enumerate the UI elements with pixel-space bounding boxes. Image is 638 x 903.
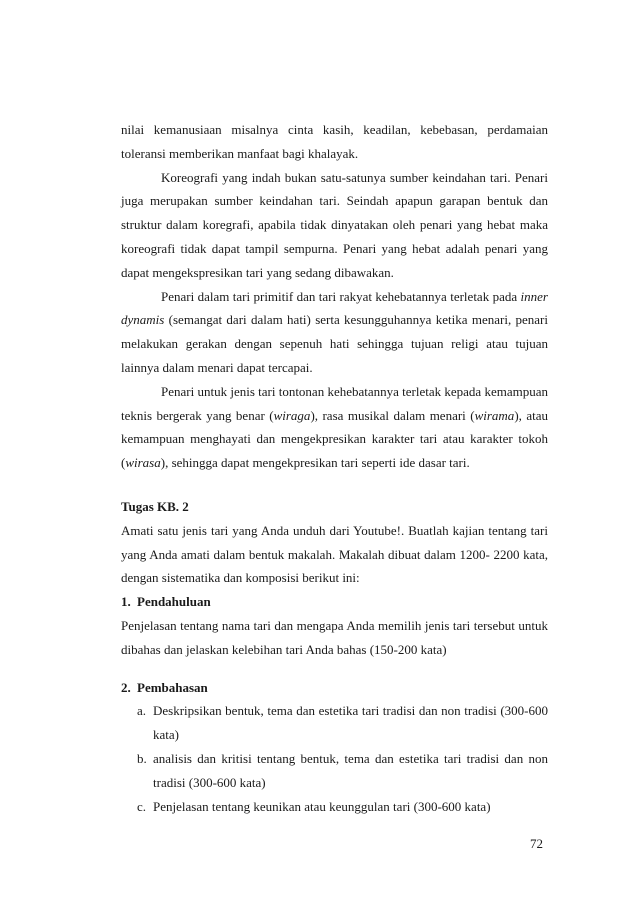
paragraph-penari-primitif	[121, 285, 548, 380]
p4-term-wiraga: wiraga	[273, 407, 311, 423]
list-text: Penjelasan tentang keunikan atau keunggulan tari (300-600 kata)	[153, 798, 491, 814]
section-body-pendahuluan: Penjelasan tentang nama tari dan mengapa Anda memilih jenis tari tersebut untuk dibahas dan jelaskan kelebihan tari Anda bahas (150-200 kata)	[121, 617, 548, 657]
list-item-b	[137, 747, 548, 795]
section-heading-pembahasan	[121, 676, 548, 700]
section-heading-pendahuluan	[121, 590, 548, 614]
p4-text-d: ), sehingga dapat mengekpresikan tari seperti ide dasar tari.	[160, 455, 470, 471]
section-title: Pembahasan	[137, 679, 208, 695]
p3-text-b: (semangat dari dalam hati) serta kesungguhannya ketika menari, penari melakukan gerakan dengan sepenuh hati sehingga tujuan religi atau tujuan lainnya dalam menari dapat tercapai.	[121, 312, 548, 375]
section-number: 1.	[121, 594, 131, 610]
section-title: Pendahuluan	[137, 594, 211, 610]
p4-text-a: Penari untuk jenis tari tontonan kehebatannya terletak kepada kemampuan teknis bergerak yang benar (	[121, 383, 548, 423]
paragraph-penari-tontonan	[121, 380, 548, 475]
list-letter: c.	[137, 798, 147, 814]
list-text: analisis dan kritisi tentang bentuk, tema dan estetika tari tradisi dan non tradisi (300-600 kata)	[153, 750, 548, 790]
paragraph-continuation: nilai kemanusiaan misalnya cinta kasih, keadilan, kebebasan, perdamaian toleransi memberikan manfaat bagi khalayak.	[121, 122, 548, 161]
paragraph-koreografi: Koreografi yang indah bukan satu-satunya sumber keindahan tari. Penari juga merupakan sumber keindahan tari. Seindah apapun garapan bentuk dan struktur dalam koregrafi, apabila tidak dinyatakan oleh penari yang hebat maka koreografi tidak dapat tampil sempurna. Penari yang hebat adalah penari yang dapat mengekspresikan tari yang sedang dibawakan.	[121, 169, 548, 280]
list-item-a	[137, 699, 548, 747]
section-number: 2.	[121, 679, 131, 695]
p4-text-c: ), atau kemampuan menghayati dan mengekpresikan karakter tari atau karakter tokoh (	[121, 407, 548, 471]
p4-term-wirama: wirama	[474, 407, 515, 423]
tugas-heading: Tugas KB. 2	[121, 498, 189, 514]
list-letter: b.	[137, 750, 147, 766]
p3-term-inner-dynamis: inner dynamis	[121, 288, 548, 328]
page-number: 72	[530, 836, 543, 851]
list-item-c	[137, 795, 548, 819]
p4-text-b: ), rasa musikal dalam menari (	[310, 407, 475, 423]
tugas-intro: Amati satu jenis tari yang Anda unduh dari Youtube!. Buatlah kajian tentang tari yang Anda amati dalam bentuk makalah. Makalah dibuat dalam 1200- 2200 kata, dengan sistematika dan komposisi berikut ini:	[121, 522, 548, 586]
list-text: Deskripsikan bentuk, tema dan estetika tari tradisi dan non tradisi (300-600 kata)	[153, 703, 548, 743]
p4-term-wirasa: wirasa	[125, 455, 161, 471]
list-letter: a.	[137, 703, 147, 719]
p3-text-a: Penari dalam tari primitif dan tari rakyat kehebatannya terletak pada	[161, 288, 521, 304]
page-content	[121, 118, 548, 818]
